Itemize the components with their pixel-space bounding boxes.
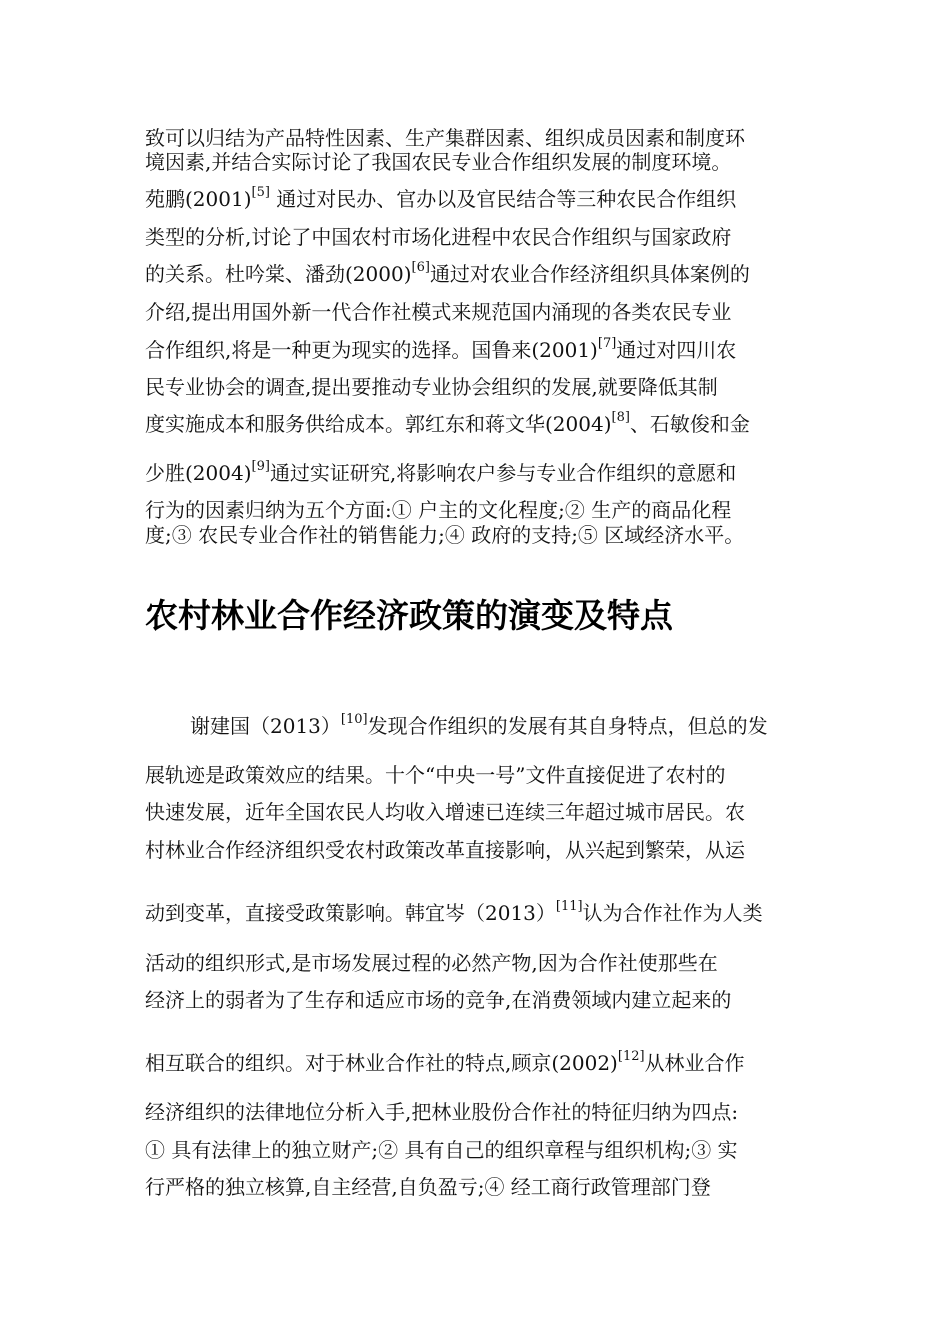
text-line bbox=[145, 300, 825, 324]
text-run: 致可以归结为产品特性因素、生产集群因素、组织成员因素和制度环 bbox=[145, 126, 745, 150]
text-line bbox=[145, 1138, 825, 1162]
text-line bbox=[145, 763, 825, 787]
text-run: 展轨迹是政策效应的结果。十个“中央一号”文件直接促进了农村的 bbox=[145, 763, 726, 787]
text-line bbox=[145, 262, 825, 286]
text-run: 谢建国（2013） bbox=[190, 714, 341, 738]
text-run: 度;③ 农民专业合作社的销售能力;④ 政府的支持;⑤ 区域经济水平。 bbox=[145, 523, 745, 547]
text-line bbox=[145, 1175, 825, 1199]
text-run: 经济组织的法律地位分析入手,把林业股份合作社的特征归纳为四点: bbox=[145, 1100, 739, 1124]
text-line bbox=[145, 988, 825, 1012]
text-line bbox=[145, 338, 825, 362]
citation-ref: [11] bbox=[555, 899, 583, 914]
text-run: 合作组织,将是一种更为现实的选择。国鲁来(2001) bbox=[145, 338, 598, 362]
text-line bbox=[145, 150, 825, 174]
text-line bbox=[145, 800, 825, 824]
text-line bbox=[145, 951, 825, 975]
text-run: 动到变革，直接受政策影响。韩宜岑（2013） bbox=[145, 901, 556, 925]
text-line bbox=[145, 838, 825, 862]
text-line bbox=[190, 714, 830, 738]
text-run: 通过对四川农 bbox=[616, 338, 737, 362]
text-run: ① 具有法律上的独立财产;② 具有自己的组织章程与组织机构;③ 实 bbox=[145, 1138, 738, 1162]
text-run: 相互联合的组织。对于林业合作社的特点,顾京(2002) bbox=[145, 1051, 618, 1075]
text-run: 经济上的弱者为了生存和适应市场的竞争,在消费领域内建立起来的 bbox=[145, 988, 732, 1012]
text-run: 、石敏俊和金 bbox=[629, 412, 750, 436]
text-run: 少胜(2004) bbox=[145, 461, 252, 485]
text-run: 村林业合作经济组织受农村政策改革直接影响，从兴起到繁荣，从运 bbox=[145, 838, 745, 862]
text-run: 通过对民办、官办以及官民结合等三种农民合作组织 bbox=[269, 187, 737, 211]
citation-ref: [5] bbox=[251, 185, 270, 200]
text-line bbox=[145, 1100, 825, 1124]
text-line bbox=[145, 187, 825, 211]
text-run: 活动的组织形式,是市场发展过程的必然产物,因为合作社使那些在 bbox=[145, 951, 718, 975]
citation-ref: [10] bbox=[340, 712, 368, 727]
text-line bbox=[145, 498, 825, 522]
text-line bbox=[145, 375, 825, 399]
text-run: 通过实证研究,将影响农户参与专业合作组织的意愿和 bbox=[269, 461, 737, 485]
text-run: 民专业协会的调查,提出要推动专业协会组织的发展,就要降低其制 bbox=[145, 375, 718, 399]
text-run: 的关系。杜吟棠、潘劲(2000) bbox=[145, 262, 412, 286]
citation-ref: [8] bbox=[611, 410, 630, 425]
text-run: 发现合作组织的发展有其自身特点，但总的发 bbox=[367, 714, 768, 738]
section-heading: 农村林业合作经济政策的演变及特点 bbox=[145, 596, 673, 635]
citation-ref: [6] bbox=[411, 260, 430, 275]
text-run: 认为合作社作为人类 bbox=[582, 901, 763, 925]
text-line bbox=[145, 1051, 825, 1075]
citation-ref: [12] bbox=[617, 1049, 645, 1064]
text-run: 快速发展，近年全国农民人均收入增速已连续三年超过城市居民。农 bbox=[145, 800, 745, 824]
text-line bbox=[145, 461, 825, 485]
text-run: 境因素,并结合实际讨论了我国农民专业合作组织发展的制度环境。 bbox=[145, 150, 732, 174]
text-run: 度实施成本和服务供给成本。郭红东和蒋文华(2004) bbox=[145, 412, 612, 436]
citation-ref: [7] bbox=[597, 336, 617, 351]
text-run: 行严格的独立核算,自主经营,自负盈亏;④ 经工商行政管理部门登 bbox=[145, 1175, 711, 1199]
text-run: 类型的分析,讨论了中国农村市场化进程中农民合作组织与国家政府 bbox=[145, 225, 732, 249]
text-line bbox=[145, 126, 825, 150]
citation-ref: [9] bbox=[251, 459, 270, 474]
text-run: 从林业合作 bbox=[644, 1051, 745, 1075]
text-run: 行为的因素归纳为五个方面:① 户主的文化程度;② 生产的商品化程 bbox=[145, 498, 732, 522]
text-run: 介绍,提出用国外新一代合作社模式来规范国内涌现的各类农民专业 bbox=[145, 300, 732, 324]
text-line bbox=[145, 523, 825, 547]
text-line bbox=[145, 901, 825, 925]
text-line bbox=[145, 225, 825, 249]
text-run: 苑鹏(2001) bbox=[145, 187, 252, 211]
text-line bbox=[145, 412, 825, 436]
text-run: 通过对农业合作经济组织具体案例的 bbox=[429, 262, 750, 286]
